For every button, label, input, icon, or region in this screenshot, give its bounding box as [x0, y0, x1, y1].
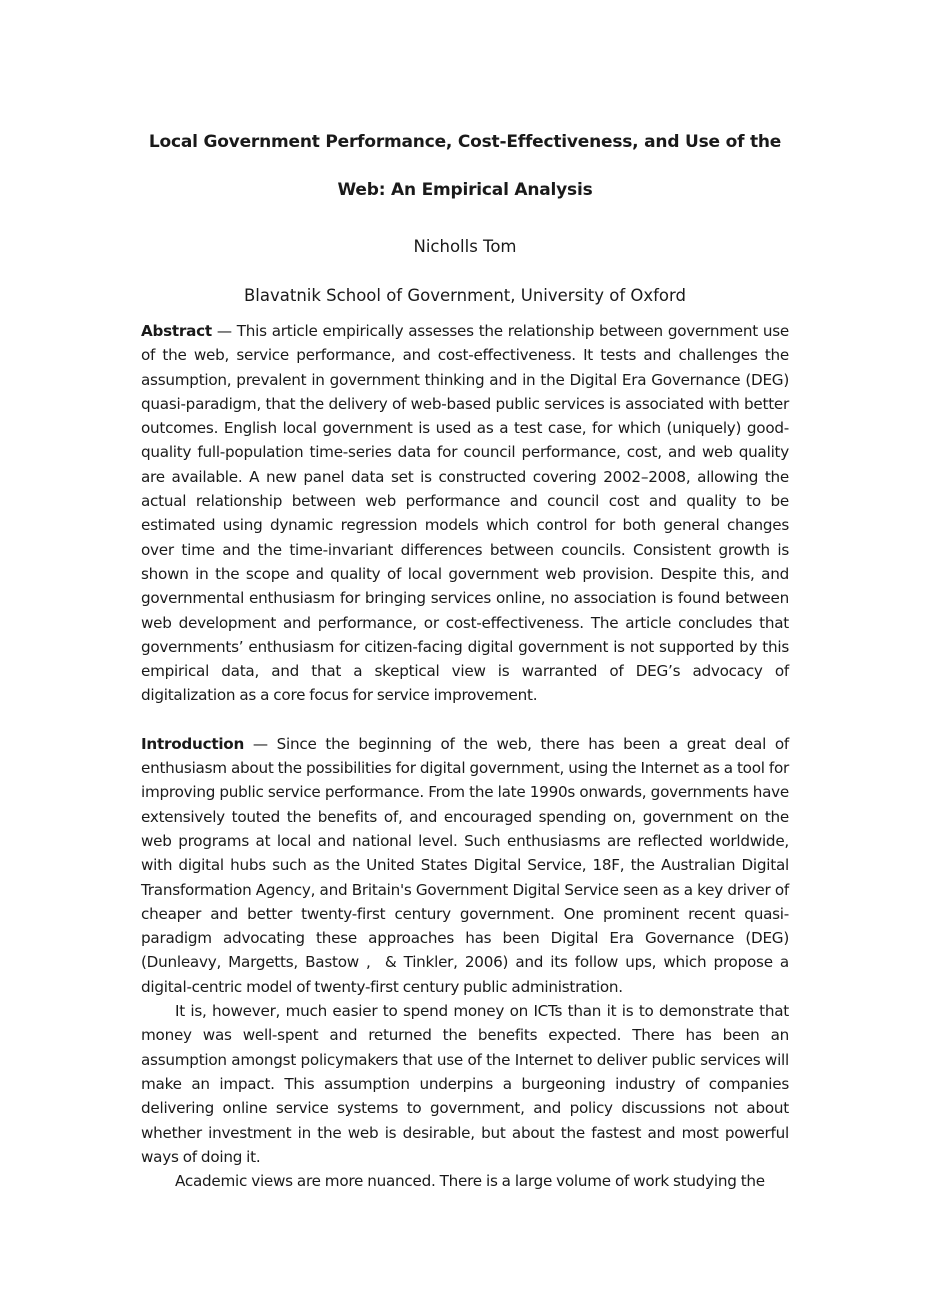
introduction-paragraph	[141, 732, 789, 999]
abstract-text: This article empirically assesses the relationship between government use of the web, service performance, and cost-effectiveness. It tests and challenges the assumption, prevalent in government thinking and in the Digital Era Governance (DEG) quasi-paradigm, that the delivery of web-based public services is associated with better outcomes. English local government is used as a test case, for which (uniquely) good-quality full-population time-series data for council performance, cost, and web quality are available. A new panel data set is constructed covering 2002–2008, allowing the actual relationship between web performance and council cost and quality to be estimated using dynamic regression models which control for both general changes over time and the time-invariant differences between councils. Consistent growth is shown in the scope and quality of local government web provision. Despite this, and governmental enthusiasm for bringing services online, no association is found between web development and performance, or cost-effectiveness. The article concludes that governments’ enthusiasm for citizen-facing digital government is not supported by this empirical data, and that a skeptical view is warranted of DEG’s advocacy of digitalization as a core focus for service improvement.	[141, 322, 789, 705]
author-name: Nicholls Tom	[413, 237, 517, 256]
author-affiliation: Blavatnik School of Government, University of Oxford	[243, 286, 686, 305]
body-paragraph: It is, however, much easier to spend money on ICTs than it is to demonstrate that money was well-spent and returned the benefits expected. There has been an assumption amongst policymakers that use of the Internet to deliver public services will make an impact. This assumption underpins a burgeoning industry of companies delivering online service systems to government, and policy discussions not about whether investment in the web is desirable, but about the fastest and most powerful ways of doing it.	[141, 1002, 789, 1166]
abstract-separator: —	[211, 322, 237, 340]
abstract-paragraph	[141, 319, 789, 708]
abstract-label: Abstract	[141, 322, 212, 340]
introduction-label: Introduction	[141, 734, 245, 753]
body-paragraph: Academic views are more nuanced. There is a large volume of work studying the	[175, 1172, 765, 1191]
introduction-separator: —	[244, 734, 277, 753]
paper-page	[141, 118, 789, 1193]
introduction-text: Since the beginning of the web, there has been a great deal of enthusiasm about the possibilities for digital government, using the Internet as a tool for improving public service performance. From the late 1990s onwards, governments have extensively touted the benefits of, and encouraged spending on, government on the web programs at local and national level. Such enthusiasms are reflected worldwide, with digital hubs such as the United States Digital Service, 18F, the Australian Digital Transformation Agency, and Britain's Government Digital Service seen as a key driver of cheaper and better twenty-first century government. One prominent recent quasi-paradigm advocating these approaches has been Digital Era Governance (DEG) (Dunleavy, Margetts, Bastow , & Tinkler, 2006) and its follow ups, which propose a digital-centric model of twenty-first century public administration.	[141, 734, 789, 996]
paper-title: Local Government Performance, Cost-Effectiveness, and Use of the Web: An Empirical Analysis	[148, 132, 782, 200]
